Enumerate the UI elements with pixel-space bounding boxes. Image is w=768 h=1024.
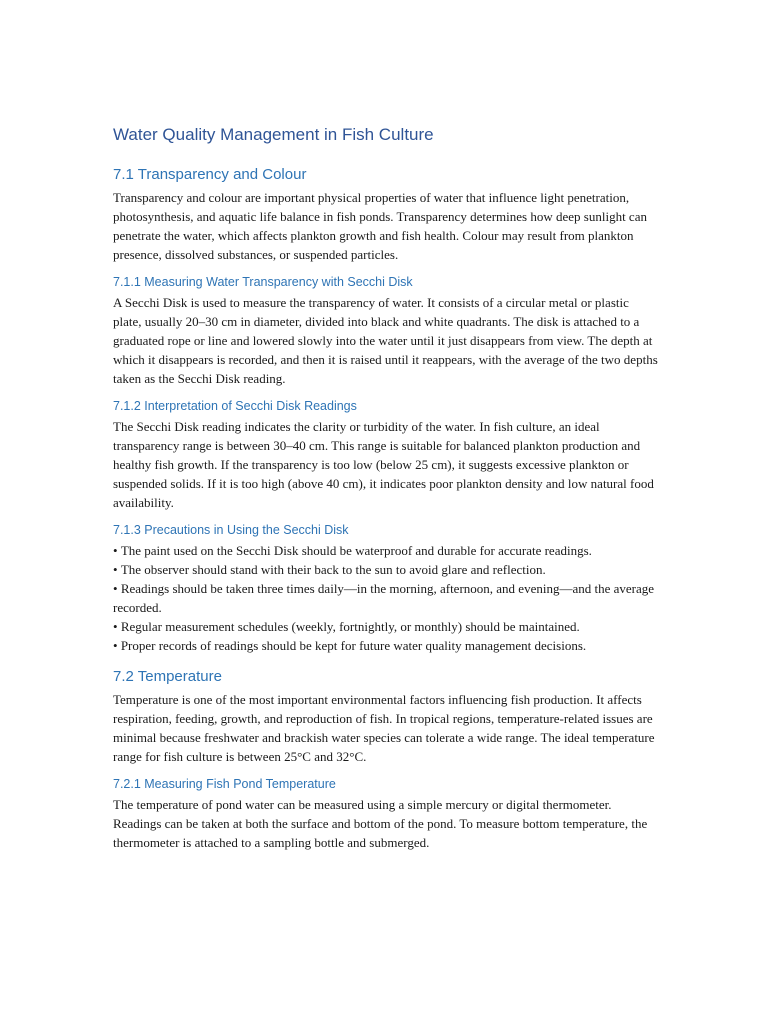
subsection-heading: 7.2.1 Measuring Fish Pond Temperature xyxy=(113,777,336,791)
list-item: • Proper records of readings should be kept for future water quality management decisions. xyxy=(113,636,658,655)
list-item: • Regular measurement schedules (weekly, fortnightly, or monthly) should be maintained. xyxy=(113,617,658,636)
document-title: Water Quality Management in Fish Culture xyxy=(113,125,434,144)
section-transparency-colour xyxy=(113,165,658,655)
subsection-heading: 7.1.1 Measuring Water Transparency with Secchi Disk xyxy=(113,275,413,289)
precautions-list xyxy=(113,541,658,655)
subsection-body: A Secchi Disk is used to measure the transparency of water. It consists of a circular metal or plastic plate, usually 20–30 cm in diameter, divided into black and white quadrants. The disk is attached to a graduated rope or line and lowered slowly into the water until it just disappears from view. The depth at which it disappears is recorded, and then it is raised until it reappears, with the average of the two depths taken as the Secchi Disk reading. xyxy=(113,295,658,386)
section-heading: 7.2 Temperature xyxy=(113,668,222,685)
list-item: • Readings should be taken three times daily—in the morning, afternoon, and evening—and the average recorded. xyxy=(113,579,658,617)
list-item: • The paint used on the Secchi Disk should be waterproof and durable for accurate readings. xyxy=(113,541,658,560)
subsection-body: The Secchi Disk reading indicates the clarity or turbidity of the water. In fish culture, an ideal transparency range is between 30–40 cm. This range is suitable for balanced plankton production and healthy fish growth. If the transparency is too low (below 25 cm), it suggests excessive plankton or suspended solids. If it is too high (above 40 cm), it indicates poor plankton density and low natural food availability. xyxy=(113,419,654,510)
section-temperature xyxy=(113,667,658,852)
section-body: Transparency and colour are important physical properties of water that influence light penetration, photosynthesis, and aquatic life balance in fish ponds. Transparency determines how deep sunlight can penetrate the water, which affects plankton growth and fish health. Colour may result from plankton presence, dissolved substances, or suspended particles. xyxy=(113,190,647,262)
section-body: Temperature is one of the most important environmental factors influencing fish production. It affects respiration, feeding, growth, and reproduction of fish. In tropical regions, temperature-related issues are minimal because freshwater and brackish water species can tolerate a wide range. The ideal temperature range for fish culture is between 25°C and 32°C. xyxy=(113,692,655,764)
subsection-heading: 7.1.3 Precautions in Using the Secchi Disk xyxy=(113,523,349,537)
subsection-body: The temperature of pond water can be measured using a simple mercury or digital thermometer. Readings can be taken at both the surface and bottom of the pond. To measure bottom temperature, the thermometer is attached to a sampling bottle and submerged. xyxy=(113,797,648,850)
section-heading: 7.1 Transparency and Colour xyxy=(113,166,307,183)
list-item: • The observer should stand with their back to the sun to avoid glare and reflection. xyxy=(113,560,658,579)
subsection-heading: 7.1.2 Interpretation of Secchi Disk Readings xyxy=(113,399,357,413)
